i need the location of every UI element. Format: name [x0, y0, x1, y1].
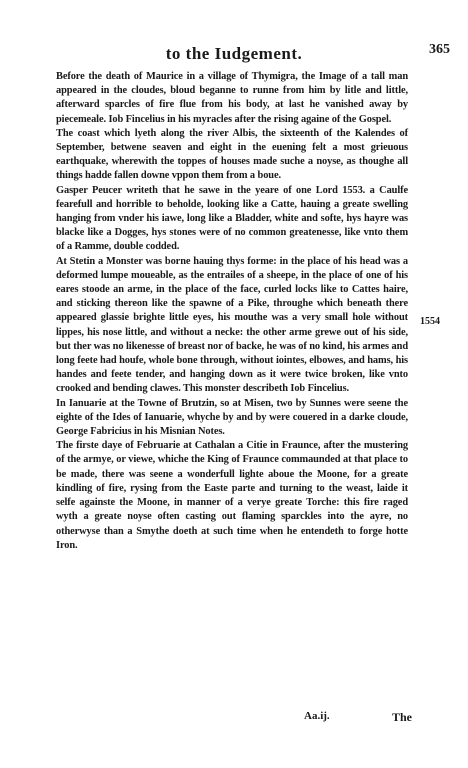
paragraph-earthquake: The coast which lyeth along the river Albis, the sixteenth of the Kalendes of September, betwene seaven and eight in the euening felt a most grieuous earthquake, wherewith the toppes of houses made suche a noyse, as thoughe all things hadde fallen downe vppon them from a boue. [56, 127, 408, 182]
body-text [56, 70, 408, 553]
signature-mark: Aa.ij. [304, 710, 330, 722]
margin-year-note: 1554 [420, 316, 440, 327]
paragraph-brutzin-suns: In Ianuarie at the Towne of Brutzin, so at Misen, two by Sunnes were seene the eighte of the Ides of Ianuarie, whyche by and by were couered in a darke cloude, George Fabricius in his Misnian Notes. [56, 397, 408, 438]
running-title: to the Iudgement. [165, 44, 303, 63]
paragraph-maurice: Before the death of Maurice in a village of Thymigra, the Image of a tall man appeared in the cloudes, bloud beganne to runne from him by litle and little, afterward sparcles of fire flue from his body, at last he vanished away by piecemeale. Iob Fincelius in his myracles after the rising againe of the Gospel. [56, 71, 408, 125]
page-number: 365 [429, 42, 450, 57]
paragraph-calf: Gasper Peucer writeth that he sawe in the yeare of one Lord 1553. a Caulfe fearefull and horrible to beholde, looking like a Catte, hauing a greate swelling hanging from vnder his iawe, long like a Bladder, white and softe, hys hayre was blacke like a Dogges, hys stones were of no common greatenesse, like vnto them of a Ramme, double codded. [56, 184, 408, 253]
paragraph-stetin-monster: At Stetin a Monster was borne hauing thys forme: in the place of his head was a deformed lumpe moueable, as the entrailes of a sheepe, in the place of one of his eares stoode an arme, in the place of the face, curled locks like to Cattes haire, and sticking thereon like the spawne of a Pike, throughe which beneath there appeared glassie brighte little eyes, his mouthe was a very small hole without lippes, his nose little, and without a necke: the other arme grewe out of his side, but ther was no likenesse of breast nor of backe, he was of no kind, his armes and long feete had houfe, whole bone through, without iointes, elbowes, and hams, his handes and feete tender, and hanging down as it were twice broken, like vnto crooked and bending clawes. This monster describeth Iob Fincelius. [56, 255, 408, 395]
paragraph-cathalan-light: The firste daye of Februarie at Cathalan a Citie in Fraunce, after the mustering of the armye, or viewe, whiche the King of Fraunce commaunded at that place to be made, there was seene a wonderfull lighte aboue the Moone, for a greate kindling of fire, rysing from the Easte parte and turning to the weast, laide it selfe againste the Moone, in manner of a verye greate Torche: this fire raged wyth a greate noyse often casting out flaming sparckles into the ayre, no otherwyse than a Smythe doeth at such time when he entendeth to forge hotte Iron. [56, 440, 408, 551]
catchword: The [392, 710, 413, 724]
